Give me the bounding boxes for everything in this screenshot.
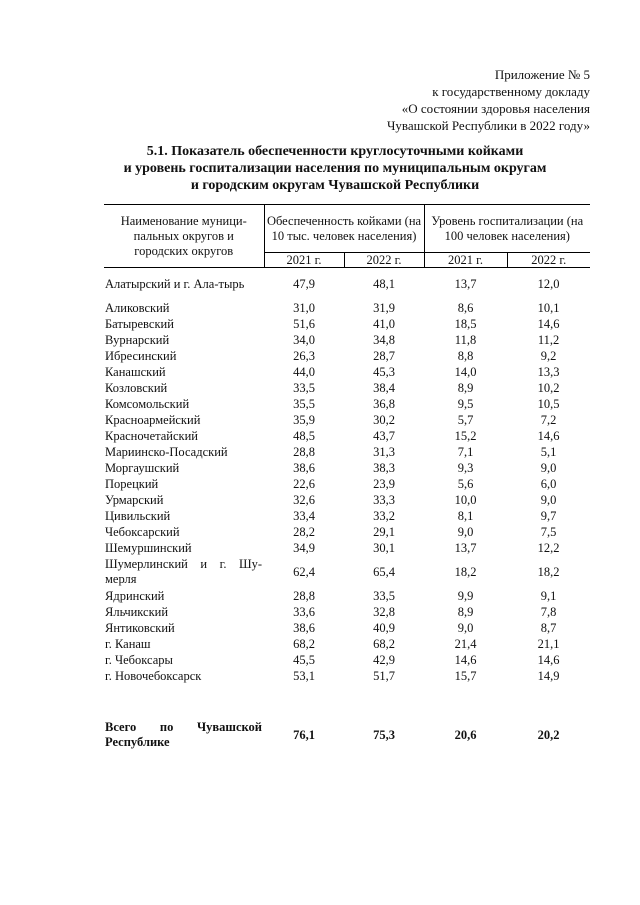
hosp-2021-cell: 18,5 bbox=[454, 316, 477, 331]
hosp-2022-cell: 9,2 bbox=[540, 348, 557, 363]
row-name: Порецкий bbox=[105, 476, 159, 491]
table-row bbox=[104, 556, 590, 588]
column-header-hospitalization: Уровень госпитализации (на 100 человек населения) bbox=[424, 205, 590, 253]
hosp-2022-cell: 7,8 bbox=[540, 604, 557, 619]
beds-2021-cell: 28,8 bbox=[293, 588, 315, 603]
table-row bbox=[104, 268, 590, 301]
beds-2022-cell: 31,9 bbox=[373, 300, 395, 315]
beds-2021-cell: 53,1 bbox=[293, 668, 315, 683]
row-name: Красноармейский bbox=[105, 412, 201, 427]
section-title-line: 5.1. Показатель обеспеченности круглосуточными койками bbox=[146, 144, 524, 159]
hosp-2021-cell: 13,7 bbox=[454, 540, 477, 555]
hosp-2021-cell: 15,7 bbox=[454, 668, 477, 683]
beds-2022-cell: 33,5 bbox=[373, 588, 395, 603]
beds-2022-cell: 38,3 bbox=[373, 460, 395, 475]
hosp-2021-cell: 10,0 bbox=[454, 492, 477, 507]
row-name: Ядринский bbox=[105, 588, 165, 603]
beds-2021-cell: 44,0 bbox=[293, 364, 315, 379]
hosp-2022-cell: 9,7 bbox=[540, 508, 557, 523]
beds-2022-cell: 33,2 bbox=[373, 508, 395, 523]
row-name: Моргаушский bbox=[105, 460, 180, 475]
table-row bbox=[104, 364, 590, 380]
beds-2021-cell: 28,2 bbox=[293, 524, 315, 539]
beds-2021-cell: 26,3 bbox=[293, 348, 315, 363]
section-title bbox=[100, 143, 570, 194]
hosp-2022-cell: 9,1 bbox=[540, 588, 557, 603]
hosp-2022-cell: 13,3 bbox=[537, 364, 560, 379]
beds-2022-cell: 68,2 bbox=[373, 636, 395, 651]
row-name: Чебоксарский bbox=[105, 524, 180, 539]
beds-2022-cell: 30,1 bbox=[373, 540, 395, 555]
appendix-caption bbox=[300, 66, 590, 134]
beds-2021-cell: 45,5 bbox=[293, 652, 315, 667]
hosp-2021-cell: 8,6 bbox=[457, 300, 474, 315]
hosp-2022-cell: 14,6 bbox=[537, 316, 560, 331]
table-row bbox=[104, 668, 590, 684]
beds-2021-cell: 34,9 bbox=[293, 540, 315, 555]
table-row bbox=[104, 428, 590, 444]
row-name: Комсомольский bbox=[105, 396, 190, 411]
table-row bbox=[104, 300, 590, 316]
beds-2022-cell: 43,7 bbox=[373, 428, 395, 443]
column-header-name: Наименование муници-пальных округов и городских округов bbox=[104, 205, 264, 268]
appendix-line: Чувашской Республики в 2022 году» bbox=[386, 118, 590, 133]
year-header-beds-2022: 2022 г. bbox=[344, 253, 424, 268]
table-row bbox=[104, 412, 590, 428]
row-name: Вурнарский bbox=[105, 332, 170, 347]
table-row bbox=[104, 332, 590, 348]
hosp-2021-cell: 14,0 bbox=[454, 364, 477, 379]
hosp-2022-cell: 8,7 bbox=[540, 620, 557, 635]
beds-2021-cell: 28,8 bbox=[293, 444, 315, 459]
hosp-2022-cell: 21,1 bbox=[537, 636, 560, 651]
hosp-2022-cell: 11,2 bbox=[537, 332, 560, 347]
beds-2021-cell: 48,5 bbox=[293, 428, 315, 443]
table-row bbox=[104, 396, 590, 412]
table-row bbox=[104, 492, 590, 508]
hosp-2022-cell: 14,6 bbox=[537, 652, 560, 667]
hosp-2021-cell: 7,1 bbox=[457, 444, 474, 459]
row-name: Красночетайский bbox=[105, 428, 198, 443]
section-title-line: и уровень госпитализации населения по муниципальным округам bbox=[123, 161, 547, 176]
appendix-line: «О состоянии здоровья населения bbox=[401, 101, 590, 116]
year-header-hosp-2021: 2021 г. bbox=[424, 253, 507, 268]
hosp-2021-cell: 21,4 bbox=[454, 636, 477, 651]
beds-2021-cell: 34,0 bbox=[293, 332, 315, 347]
column-header-beds: Обеспеченность койками (на 10 тыс. человек населения) bbox=[264, 205, 424, 253]
beds-2021-cell: 68,2 bbox=[293, 636, 315, 651]
hosp-2021-cell: 8,8 bbox=[457, 348, 474, 363]
table-row bbox=[104, 348, 590, 364]
hosp-2022-cell: 7,2 bbox=[540, 412, 557, 427]
hosp-2022-cell: 10,5 bbox=[537, 396, 560, 411]
row-name: Алатырский и г. Ала-тырь bbox=[105, 276, 245, 291]
hosp-2022-cell: 14,6 bbox=[537, 428, 560, 443]
hosp-2021-cell: 8,9 bbox=[457, 604, 474, 619]
beds-2022-cell: 36,8 bbox=[373, 396, 395, 411]
row-name: г. Чебоксары bbox=[105, 652, 173, 667]
hosp-2021-cell: 13,7 bbox=[454, 276, 477, 291]
row-name: Шемуршинский bbox=[105, 540, 192, 555]
table-row bbox=[104, 444, 590, 460]
beds-2022-cell: 28,7 bbox=[373, 348, 395, 363]
beds-2021-cell: 33,6 bbox=[293, 604, 315, 619]
beds-2021-cell: 35,9 bbox=[293, 412, 315, 427]
row-name: Аликовский bbox=[105, 300, 170, 315]
beds-2021-cell: 33,5 bbox=[293, 380, 315, 395]
hosp-2021-cell: 5,7 bbox=[457, 412, 474, 427]
beds-2021-cell: 32,6 bbox=[293, 492, 315, 507]
hosp-2021-cell: 9,5 bbox=[457, 396, 474, 411]
beds-2022-cell: 40,9 bbox=[373, 620, 395, 635]
total-beds-2022: 75,3 bbox=[373, 727, 395, 742]
row-name: Козловский bbox=[105, 380, 168, 395]
section-title-line: и городским округам Чувашской Республики bbox=[190, 178, 480, 193]
hosp-2022-cell: 12,2 bbox=[537, 540, 560, 555]
beds-2022-cell: 42,9 bbox=[373, 652, 395, 667]
hosp-2022-cell: 10,2 bbox=[537, 380, 560, 395]
beds-2022-cell: 45,3 bbox=[373, 364, 395, 379]
table-row bbox=[104, 524, 590, 540]
total-hosp-2022: 20,2 bbox=[537, 727, 560, 742]
table-row bbox=[104, 316, 590, 332]
row-name: Янтиковский bbox=[105, 620, 175, 635]
total-beds-2021: 76,1 bbox=[293, 727, 315, 742]
row-name: г. Канаш bbox=[105, 636, 151, 651]
beds-2022-cell: 23,9 bbox=[373, 476, 395, 491]
table-row bbox=[104, 588, 590, 604]
statistics-table bbox=[104, 204, 590, 752]
beds-2022-cell: 65,4 bbox=[373, 564, 395, 579]
hosp-2021-cell: 14,6 bbox=[454, 652, 477, 667]
hosp-2021-cell: 8,1 bbox=[457, 508, 474, 523]
hosp-2022-cell: 12,0 bbox=[537, 276, 560, 291]
beds-2022-cell: 32,8 bbox=[373, 604, 395, 619]
beds-2022-cell: 34,8 bbox=[373, 332, 395, 347]
row-name: Ибресинский bbox=[105, 348, 177, 363]
hosp-2021-cell: 9,3 bbox=[457, 460, 474, 475]
table-row bbox=[104, 652, 590, 668]
beds-2022-cell: 33,3 bbox=[373, 492, 395, 507]
row-name: г. Новочебоксарск bbox=[105, 668, 202, 683]
beds-2022-cell: 38,4 bbox=[373, 380, 395, 395]
hosp-2022-cell: 14,9 bbox=[537, 668, 560, 683]
hosp-2022-cell: 18,2 bbox=[537, 564, 560, 579]
spacer-row bbox=[104, 684, 590, 718]
beds-2021-cell: 31,0 bbox=[293, 300, 315, 315]
beds-2022-cell: 29,1 bbox=[373, 524, 395, 539]
row-name: Канашский bbox=[105, 364, 166, 379]
hosp-2021-cell: 9,0 bbox=[457, 620, 474, 635]
hosp-2021-cell: 18,2 bbox=[454, 564, 477, 579]
total-hosp-2021: 20,6 bbox=[454, 727, 477, 742]
hosp-2022-cell: 9,0 bbox=[540, 460, 557, 475]
hosp-2021-cell: 15,2 bbox=[454, 428, 477, 443]
beds-2022-cell: 48,1 bbox=[373, 276, 395, 291]
year-header-beds-2021: 2021 г. bbox=[264, 253, 344, 268]
table-row bbox=[104, 540, 590, 556]
beds-2022-cell: 41,0 bbox=[373, 316, 395, 331]
beds-2021-cell: 38,6 bbox=[293, 620, 315, 635]
beds-2021-cell: 22,6 bbox=[293, 476, 315, 491]
beds-2022-cell: 51,7 bbox=[373, 668, 395, 683]
hosp-2021-cell: 5,6 bbox=[457, 476, 474, 491]
table-row bbox=[104, 476, 590, 492]
table-row bbox=[104, 636, 590, 652]
beds-2021-cell: 47,9 bbox=[293, 276, 315, 291]
row-name: Шумерлинский и г. Шу-мерля bbox=[105, 557, 262, 586]
beds-2021-cell: 35,5 bbox=[293, 396, 315, 411]
table-row bbox=[104, 604, 590, 620]
table-row bbox=[104, 620, 590, 636]
hosp-2022-cell: 6,0 bbox=[540, 476, 557, 491]
row-name: Батыревский bbox=[105, 316, 174, 331]
row-name: Мариинско-Посадский bbox=[105, 444, 228, 459]
beds-2022-cell: 30,2 bbox=[373, 412, 395, 427]
row-name: Цивильский bbox=[105, 508, 171, 523]
hosp-2021-cell: 11,8 bbox=[454, 332, 477, 347]
appendix-line: к государственному докладу bbox=[432, 84, 590, 99]
row-name: Урмарский bbox=[105, 492, 164, 507]
total-name: Всего по Чувашской Республике bbox=[105, 720, 262, 749]
year-header-hosp-2022: 2022 г. bbox=[507, 253, 590, 268]
hosp-2021-cell: 8,9 bbox=[457, 380, 474, 395]
table-row bbox=[104, 380, 590, 396]
beds-2021-cell: 51,6 bbox=[293, 316, 315, 331]
hosp-2022-cell: 7,5 bbox=[540, 524, 557, 539]
hosp-2021-cell: 9,9 bbox=[457, 588, 474, 603]
total-row bbox=[104, 718, 590, 752]
beds-2021-cell: 38,6 bbox=[293, 460, 315, 475]
hosp-2022-cell: 5,1 bbox=[540, 444, 557, 459]
table-row bbox=[104, 460, 590, 476]
hosp-2021-cell: 9,0 bbox=[457, 524, 474, 539]
hosp-2022-cell: 9,0 bbox=[540, 492, 557, 507]
hosp-2022-cell: 10,1 bbox=[537, 300, 560, 315]
appendix-line: Приложение № 5 bbox=[494, 67, 590, 82]
beds-2022-cell: 31,3 bbox=[373, 444, 395, 459]
beds-2021-cell: 33,4 bbox=[293, 508, 315, 523]
beds-2021-cell: 62,4 bbox=[293, 564, 315, 579]
row-name: Яльчикский bbox=[105, 604, 169, 619]
table-row bbox=[104, 508, 590, 524]
